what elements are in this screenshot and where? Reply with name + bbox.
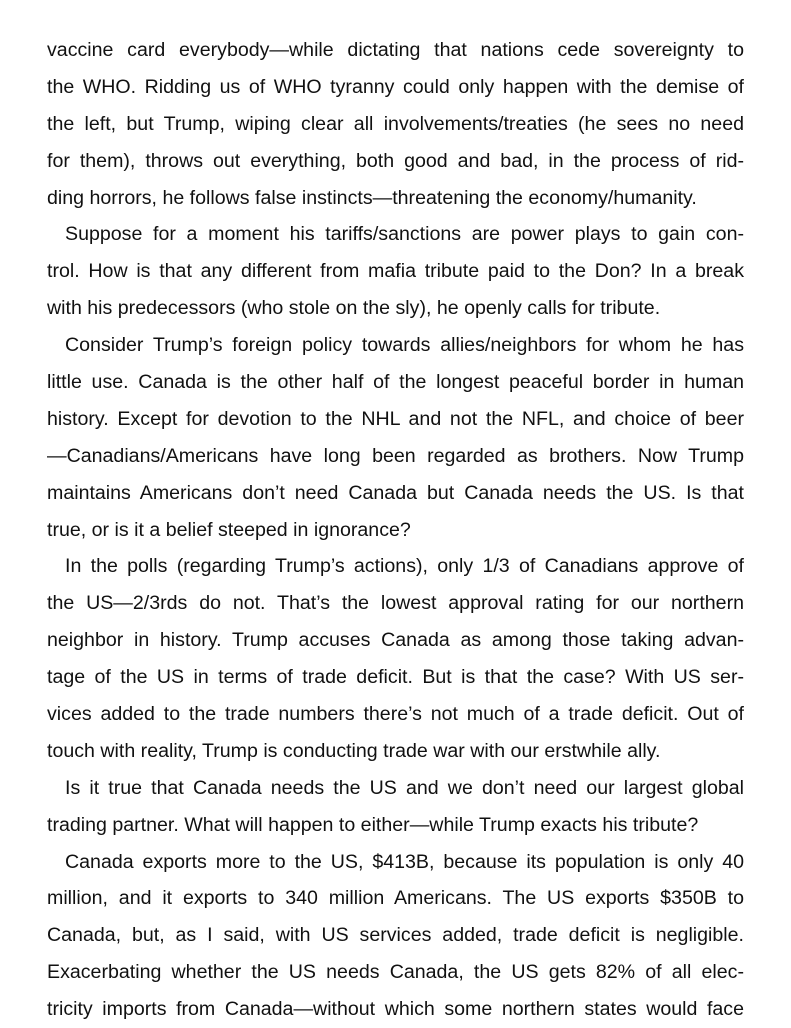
document-page [47, 32, 744, 1028]
text-line: history. Except for devotion to the NHL and not the NFL, and choice of beer [47, 407, 744, 430]
paragraph [47, 216, 744, 327]
text-line: for them), throws out everything, both good and bad, in the process of rid- [47, 149, 744, 172]
paragraph [47, 844, 744, 1028]
text-line: In the polls (regarding Trump’s actions), only 1/3 of Canadians approve of [65, 555, 744, 578]
text-line: with his predecessors (who stole on the sly), he openly calls for tribute. [47, 297, 661, 320]
text-line: Canada exports more to the US, $413B, because its population is only 40 [65, 850, 744, 873]
text-line: million, and it exports to 340 million Americans. The US exports $350B to [47, 887, 744, 910]
text-line: true, or is it a belief steeped in ignorance? [47, 518, 411, 541]
text-line: trol. How is that any different from mafia tribute paid to the Don? In a break [47, 260, 744, 283]
text-line: vices added to the trade numbers there’s not much of a trade deficit. Out of [47, 703, 744, 726]
paragraph [47, 32, 744, 216]
text-line: neighbor in history. Trump accuses Canada as among those taking advan- [47, 629, 744, 652]
paragraph [47, 548, 744, 769]
text-line: touch with reality, Trump is conducting trade war with our erstwhile ally. [47, 739, 661, 762]
paragraph [47, 327, 744, 548]
text-line: tage of the US in terms of trade deficit. But is that the case? With US ser- [47, 666, 744, 689]
text-line: ding horrors, he follows false instincts—threatening the economy/humanity. [47, 186, 697, 209]
text-line: the left, but Trump, wiping clear all involvements/treaties (he sees no need [47, 112, 744, 135]
text-line: little use. Canada is the other half of the longest peaceful border in human [47, 371, 744, 394]
text-line: vaccine card everybody—while dictating that nations cede sovereignty to [47, 39, 744, 61]
text-line: Exacerbating whether the US needs Canada, the US gets 82% of all elec- [47, 961, 744, 984]
text-line: —Canadians/Americans have long been regarded as brothers. Now Trump [47, 444, 744, 467]
text-line: Is it true that Canada needs the US and we don’t need our largest global [65, 776, 744, 799]
text-line: Consider Trump’s foreign policy towards allies/neighbors for whom he has [65, 334, 744, 357]
text-line: the US—2/3rds do not. That’s the lowest approval rating for our northern [47, 592, 744, 615]
text-line: Canada, but, as I said, with US services added, trade deficit is negligible. [47, 924, 744, 947]
text-line: the WHO. Ridding us of WHO tyranny could only happen with the demise of [47, 75, 744, 98]
text-line: Suppose for a moment his tariffs/sanctions are power plays to gain con- [65, 223, 744, 246]
paragraph [47, 770, 744, 844]
text-line: tricity imports from Canada—without which some northern states would face [47, 998, 744, 1021]
text-line: trading partner. What will happen to either—while Trump exacts his tribute? [47, 813, 699, 836]
text-line: maintains Americans don’t need Canada but Canada needs the US. Is that [47, 481, 744, 504]
